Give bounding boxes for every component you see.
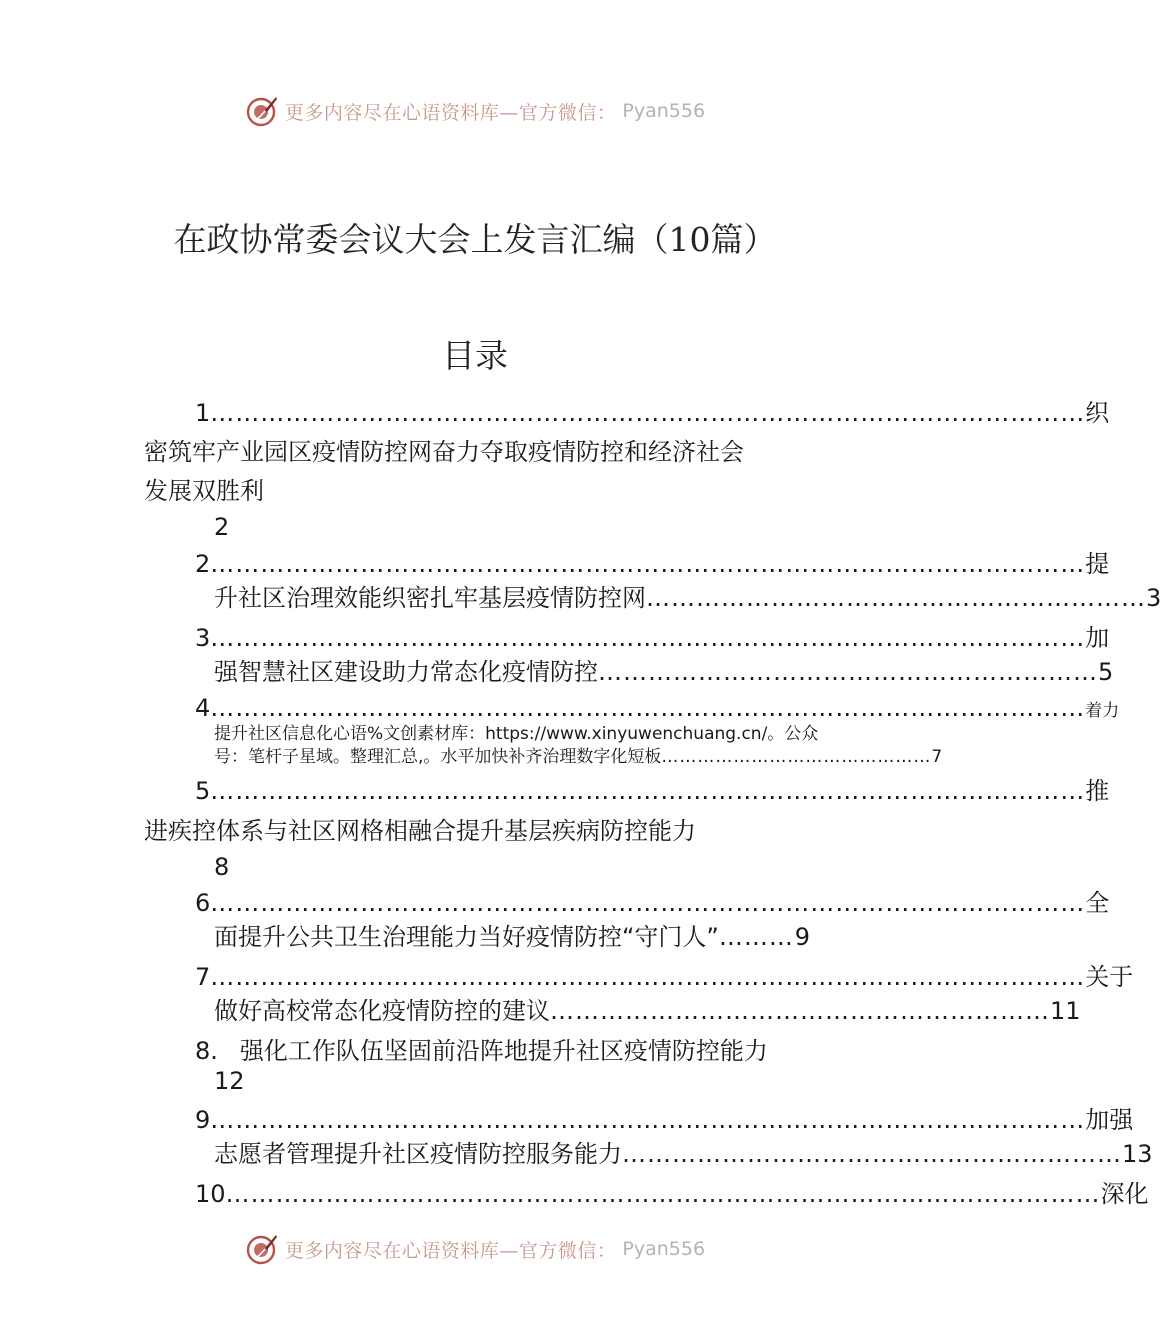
leader-dots: …………………………………………………………………………………………… (210, 889, 1086, 917)
toc-entry-7-leader: 7 …………………………………………………………………………………………… 关于 (195, 963, 1134, 991)
toc-entry-2-line: 升社区治理效能织密扎牢基层疫情防控网 …………………………………………………… 3 (214, 584, 1161, 612)
quill-logo-icon (245, 1232, 279, 1266)
leader-dots: …………………………………………………………………………………………… (210, 694, 1086, 722)
leader-dots: …………………………………………………………………………………………… (210, 624, 1086, 652)
toc-entry-3-line: 强智慧社区建设助力常态化疫情防控 …………………………………………………… 5 (214, 658, 1114, 686)
leader-dots: …………………………………………………………………………………………… (210, 550, 1086, 578)
toc-entry-1-leader: 1 …………………………………………………………………………………………… 织 (195, 399, 1110, 427)
watermark-bottom (0, 1232, 950, 1272)
document-title: 在政协常委会议大会上发言汇编（10篇） (173, 220, 777, 259)
quill-logo-icon (245, 94, 279, 128)
leader-dots: …………………………………………………… (622, 1140, 1122, 1168)
watermark-top (0, 94, 950, 134)
watermark-id: Pyan556 (622, 1238, 706, 1260)
toc-entry-5-leader: 5 …………………………………………………………………………………………… 推 (195, 777, 1110, 805)
leader-dots: …………………………………………………… (550, 997, 1050, 1025)
leader-dots: …………………………………………………… (598, 658, 1098, 686)
toc-entry-2-leader: 2 …………………………………………………………………………………………… 提 (195, 550, 1110, 578)
leader-dots: …………………………………………………………………………………………… (210, 399, 1086, 427)
leader-dots: …………………………………………………………………………………………… (210, 777, 1086, 805)
toc-entry-1-page: 2 (214, 513, 230, 541)
toc-entry-4-leader: 4 …………………………………………………………………………………………… 着力 (195, 694, 1120, 722)
toc-entry-9-leader: 9 …………………………………………………………………………………………… 加强 (195, 1106, 1134, 1134)
toc-entry-4-line: 提升社区信息化心语%文创素材库：https://www.xinyuwenchuang.cn/。公众 (214, 724, 819, 744)
toc-entry-10-leader: 10 …………………………………………………………………………………………… 深化 (195, 1180, 1149, 1208)
watermark-text: 更多内容尽在心语资料库—官方微信： (284, 101, 617, 124)
toc-entry-3-leader: 3 …………………………………………………………………………………………… 加 (195, 624, 1110, 652)
leader-dots: …………………………………………………………………………………………… (225, 1180, 1101, 1208)
leader-dots: …………………………………………………………………………………………… (210, 1106, 1086, 1134)
toc-heading: 目录 (442, 336, 508, 375)
leader-dots: …………………………………………………… (646, 584, 1146, 612)
leader-dots: ……………………………………… (661, 747, 932, 767)
watermark-id: Pyan556 (622, 100, 706, 122)
toc-entry-7-line: 做好高校常态化疫情防控的建议 …………………………………………………… 11 (214, 997, 1081, 1025)
toc-entry-1-line: 发展双胜利 (144, 477, 264, 505)
toc-entry-8-line: 8. 强化工作队伍坚固前沿阵地提升社区疫情防控能力 (195, 1037, 768, 1065)
leader-dots: ……… (718, 923, 794, 951)
toc-entry-4-line: 号：笔杆子星域。整理汇总,。水平加快补齐治理数字化短板 ……………………………………… 7 (214, 747, 943, 767)
toc-entry-8-page: 12 (214, 1067, 245, 1095)
toc-entry-5-line: 进疾控体系与社区网格相融合提升基层疾病防控能力 (144, 817, 696, 845)
toc-entry-1-line: 密筑牢产业园区疫情防控网奋力夺取疫情防控和经济社会 (144, 438, 744, 466)
leader-dots: …………………………………………………………………………………………… (210, 963, 1086, 991)
watermark-text: 更多内容尽在心语资料库—官方微信： (284, 1239, 617, 1262)
toc-entry-9-line: 志愿者管理提升社区疫情防控服务能力 …………………………………………………… 13 (214, 1140, 1153, 1168)
toc-entry-6-line: 面提升公共卫生治理能力当好疫情防控“守门人” ……… 9 (214, 923, 810, 951)
toc-entry-6-leader: 6 …………………………………………………………………………………………… 全 (195, 889, 1110, 917)
toc-entry-5-page: 8 (214, 853, 230, 881)
